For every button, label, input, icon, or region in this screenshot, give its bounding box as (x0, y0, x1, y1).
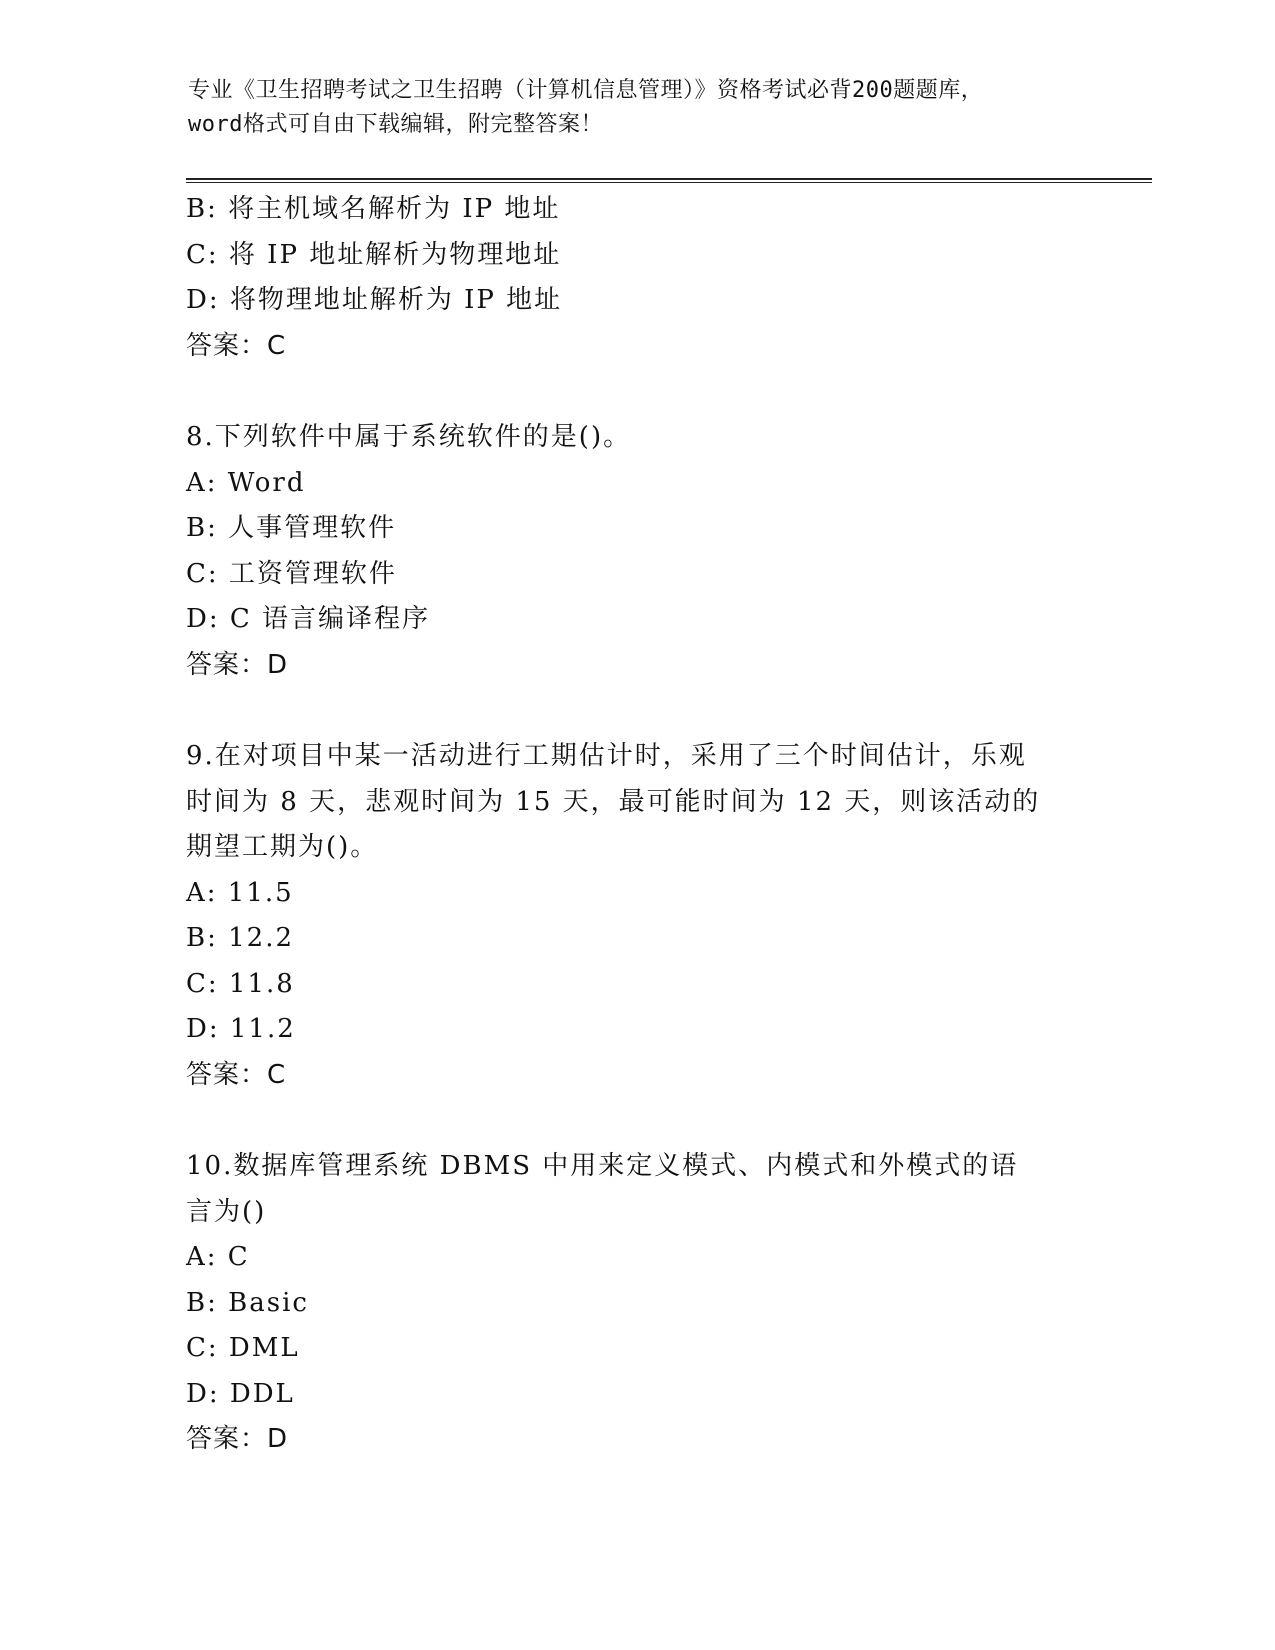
option-a: A: 11.5 (186, 877, 294, 908)
option-d: D: 将物理地址解析为 IP 地址 (186, 285, 563, 315)
header-title-line-2: word格式可自由下载编辑，附完整答案！ (188, 112, 603, 137)
header-title-line-1: 专业《卫生招聘考试之卫生招聘（计算机信息管理）》资格考试必背200题题库， (188, 78, 984, 103)
option-a: A: C (186, 1242, 250, 1272)
option-b: B: Basic (186, 1287, 309, 1318)
question-fragment (186, 187, 1086, 369)
spacer (186, 688, 1086, 734)
question-10 (186, 1144, 1086, 1463)
answer-line: 答案：C (186, 330, 287, 361)
question-8 (186, 415, 1086, 688)
option-b: B: 将主机域名解析为 IP 地址 (186, 194, 561, 224)
option-d: D: C 语言编译程序 (186, 604, 431, 634)
option-b: B: 人事管理软件 (186, 513, 397, 543)
spacer (186, 1098, 1086, 1144)
option-c: C: 工资管理软件 (186, 558, 397, 589)
answer-line: 答案：D (186, 1424, 289, 1454)
spacer (186, 369, 1086, 415)
question-text: 9.在对项目中某一活动进行工期估计时，采用了三个时间估计，乐观时间为 8 天，悲观时间为 15 天，最可能时间为 12 天，则该活动的期望工期为()。 (186, 741, 1041, 862)
question-list (186, 187, 1086, 1463)
option-d: D: 11.2 (186, 1014, 296, 1044)
document-header (188, 74, 1078, 142)
answer-line: 答案：D (186, 649, 289, 680)
question-9 (186, 734, 1086, 1098)
header-divider (186, 178, 1152, 183)
question-text: 8.下列软件中属于系统软件的是()。 (186, 422, 632, 452)
question-text: 10.数据库管理系统 DBMS 中用来定义模式、内模式和外模式的语言为() (186, 1151, 1019, 1227)
option-a: A: Word (186, 467, 306, 498)
option-c: C: 将 IP 地址解析为物理地址 (186, 239, 562, 270)
option-c: C: DML (186, 1333, 300, 1363)
option-c: C: 11.8 (186, 968, 295, 999)
option-b: B: 12.2 (186, 923, 295, 953)
answer-line: 答案：C (186, 1059, 287, 1090)
option-d: D: DDL (186, 1378, 295, 1409)
